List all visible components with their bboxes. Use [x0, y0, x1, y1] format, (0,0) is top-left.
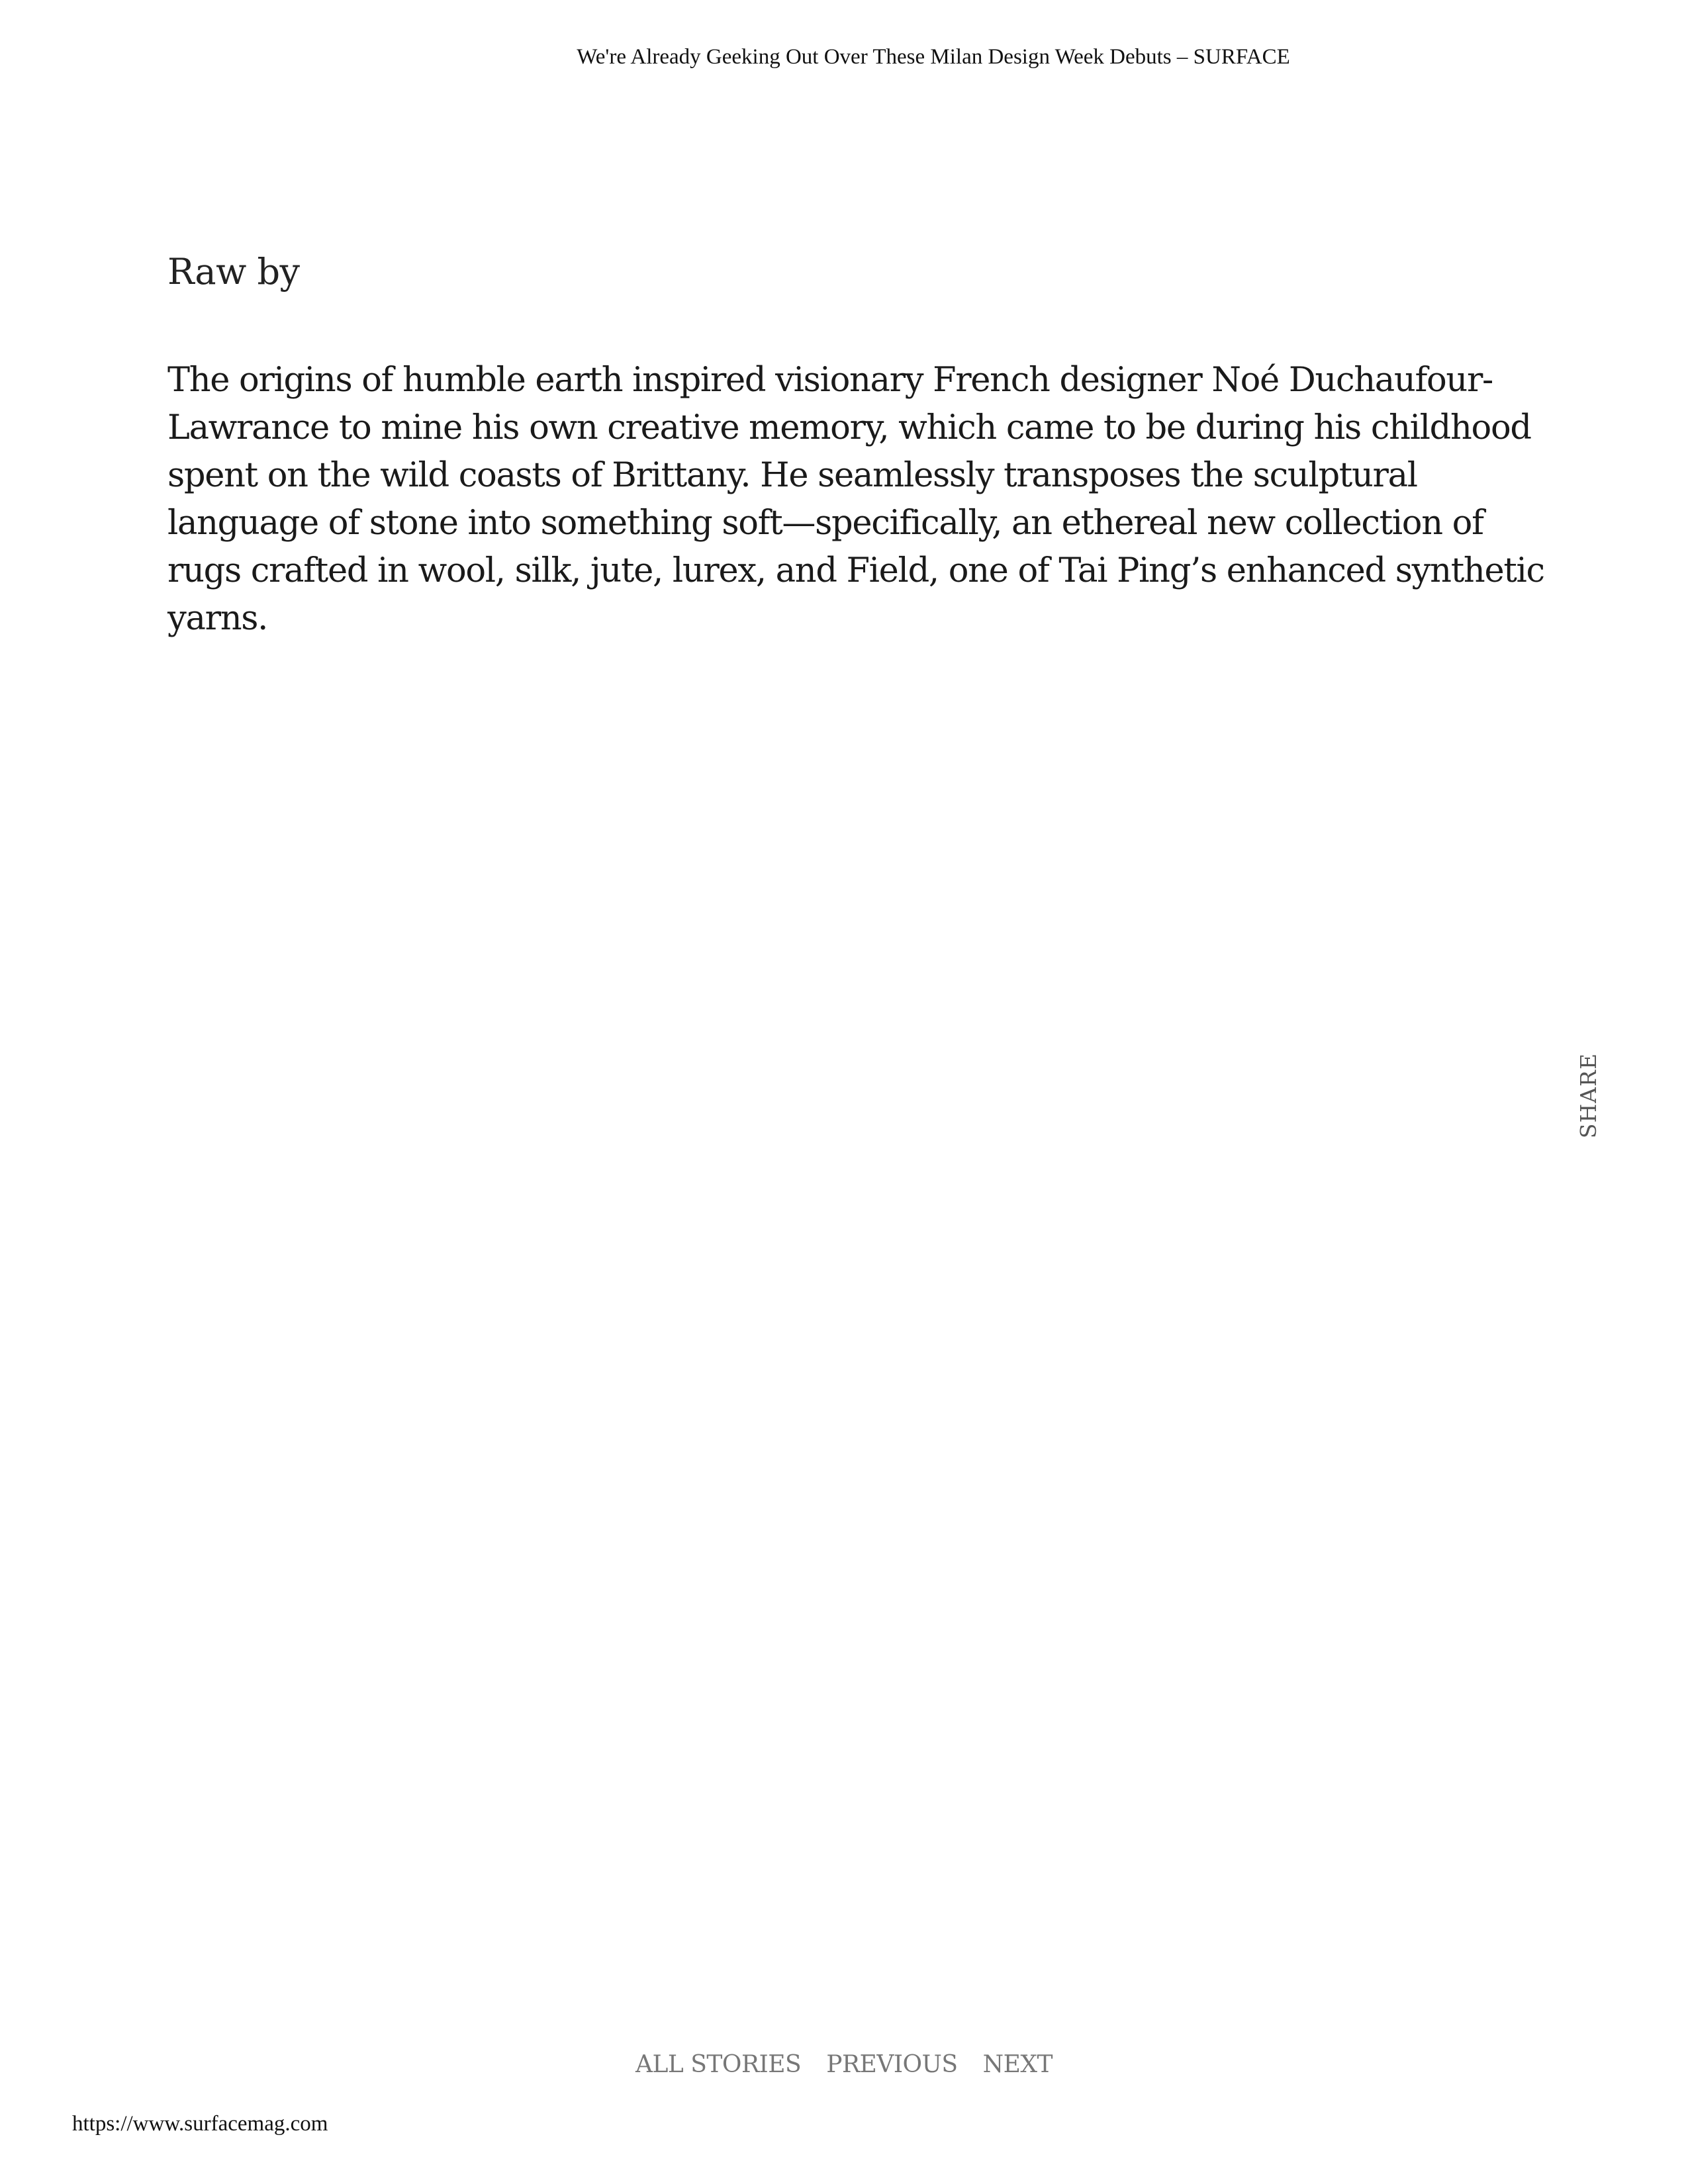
- article-content: [167, 248, 1544, 643]
- share-label[interactable]: SHARE: [1575, 1052, 1602, 1138]
- section-heading: Raw by: [167, 251, 300, 293]
- all-stories-link[interactable]: ALL STORIES: [635, 2051, 802, 2078]
- previous-link[interactable]: PREVIOUS: [826, 2051, 958, 2078]
- next-link[interactable]: NEXT: [982, 2051, 1053, 2078]
- print-header-title: We're Already Geeking Out Over These Milan Design Week Debuts – SURFACE: [577, 45, 1290, 69]
- article-paragraph: The origins of humble earth inspired visionary French designer Noé Duchaufour-Lawrance to mine his own creative memory, which came to be during his childhood spent on the wild coasts of Brittany. He seamlessly transposes the sculptural language of stone into something soft—specifically, an ethereal new collection of rugs crafted in wool, silk, jute, lurex, and Field, one of Tai Ping’s enhanced synthetic yarns.: [167, 361, 1544, 638]
- story-navigation: [0, 2050, 1688, 2080]
- share-button[interactable]: [1575, 1052, 1602, 1138]
- print-footer-url: https://www.surfacemag.com: [72, 2112, 328, 2136]
